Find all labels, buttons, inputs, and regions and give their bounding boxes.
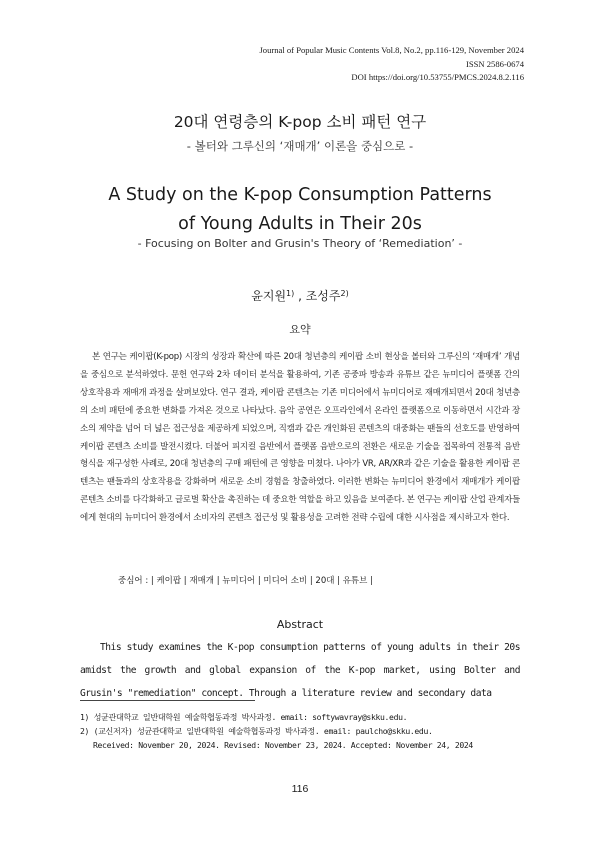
author-separator: , [294, 289, 306, 303]
korean-keywords: 중심어 : | 케이팝 | 재매개 | 뉴미디어 | 미디어 소비 | 20대 | 유튜브 | [118, 576, 373, 586]
journal-header [259, 44, 524, 85]
footnote-2: 2) (교신저자) 성균관대학교 일반대학원 예술학협동과정 박사과정. email: paulcho@skku.edu. [80, 726, 433, 736]
author-list [0, 287, 600, 304]
issn: ISSN 2586-0674 [465, 58, 524, 69]
footnote-1: 1) 성균관대학교 일반대학원 예술학협동과정 박사과정. email: softywavray@skku.edu. [80, 712, 408, 722]
footnote-divider [80, 700, 255, 701]
author-1: 윤지원 [251, 289, 287, 303]
author-2-footnote-mark: 2) [340, 289, 349, 298]
korean-abstract-body: 본 연구는 케이팝(K-pop) 시장의 성장과 확산에 따른 20대 청년층의 케이팝 소비 현상을 볼터와 그루신의 ‘재매개’ 개념을 중심으로 분석하였다. 문헌 연구와 2차 데이터 분석을 활용하여, 기존 공중파 방송과 유튜브 같은 뉴미디어 플랫폼 간의 상호작용과 재매개 과정을 살펴보았다. 연구 결과, 케이팝 콘텐츠는 기존 미디어에서 뉴미디어로 재매개되면서 20대 청년층의 소비 패턴에 중요한 변화를 가져온 것으로 나타났다. 음악 공연은 오프라인에서 온라인 플랫폼으로 이동하면서 시간과 장소의 제약을 넘어 더 넓은 접근성을 제공하게 되었으며, 직캠과 같은 개인화된 콘텐츠의 대중화는 팬들의 선호도를 반영하여 케이팝 콘텐츠 소비를 발전시켰다. 더불어 피지컬 음반에서 플랫폼 음반으로의 전환은 새로운 기술을 접목하여 전통적 음반 형식을 재구성한 사례로, 20대 청년층의 구매 패턴에 큰 영향을 미쳤다. 나아가 VR, AR/XR과 같은 기술을 활용한 케이팝 콘텐츠는 팬들과의 상호작용을 강화하며 새로운 소비 경험을 창출하였다. 이러한 변화는 뉴미디어 환경에서 재매개가 케이팝 콘텐츠 소비를 다각화하고 글로벌 확산을 촉진하는 데 중요한 역할을 하고 있음을 보여준다. 본 연구는 케이팝 산업 관계자들에게 현대의 뉴미디어 환경에서 소비자의 콘텐츠 접근성 및 활용성을 고려한 전략 수립에 대한 시사점을 제시하고자 한다. [80, 352, 520, 524]
english-abstract-heading: Abstract [276, 618, 324, 631]
author-2: 조성주 [305, 289, 341, 303]
author-1-footnote-mark: 1) [286, 289, 295, 298]
korean-subtitle: - 볼터와 그루신의 ‘재매개’ 이론을 중심으로 - [186, 139, 414, 153]
page-number: 116 [291, 783, 309, 795]
submission-dates: Received: November 20, 2024. Revised: November 23, 2024. Accepted: November 24, 2024 [93, 740, 473, 750]
korean-title: 20대 연령층의 K-pop 소비 패턴 연구 [173, 113, 427, 131]
journal-citation: Journal of Popular Music Contents Vol.8, No.2, pp.116-129, November 2024 [259, 45, 524, 55]
doi: DOI https://doi.org/10.53755/PMCS.2024.8.2.116 [351, 72, 524, 82]
english-title-line1: A Study on the K-pop Consumption Patterns [108, 185, 492, 205]
footnotes [80, 710, 540, 752]
korean-abstract-heading: 요약 [289, 323, 311, 336]
english-title [0, 181, 600, 239]
english-abstract-body: This study examines the K-pop consumption patterns of young adults in their 20s amidst the growth and global expansion of the K-pop market, using Bolter and Grusin's "remediation" concept. Through a literature review and secondary data [80, 642, 520, 699]
english-subtitle: - Focusing on Bolter and Grusin's Theory of ‘Remediation’ - [137, 237, 463, 250]
english-title-line2: of Young Adults in Their 20s [178, 214, 422, 234]
